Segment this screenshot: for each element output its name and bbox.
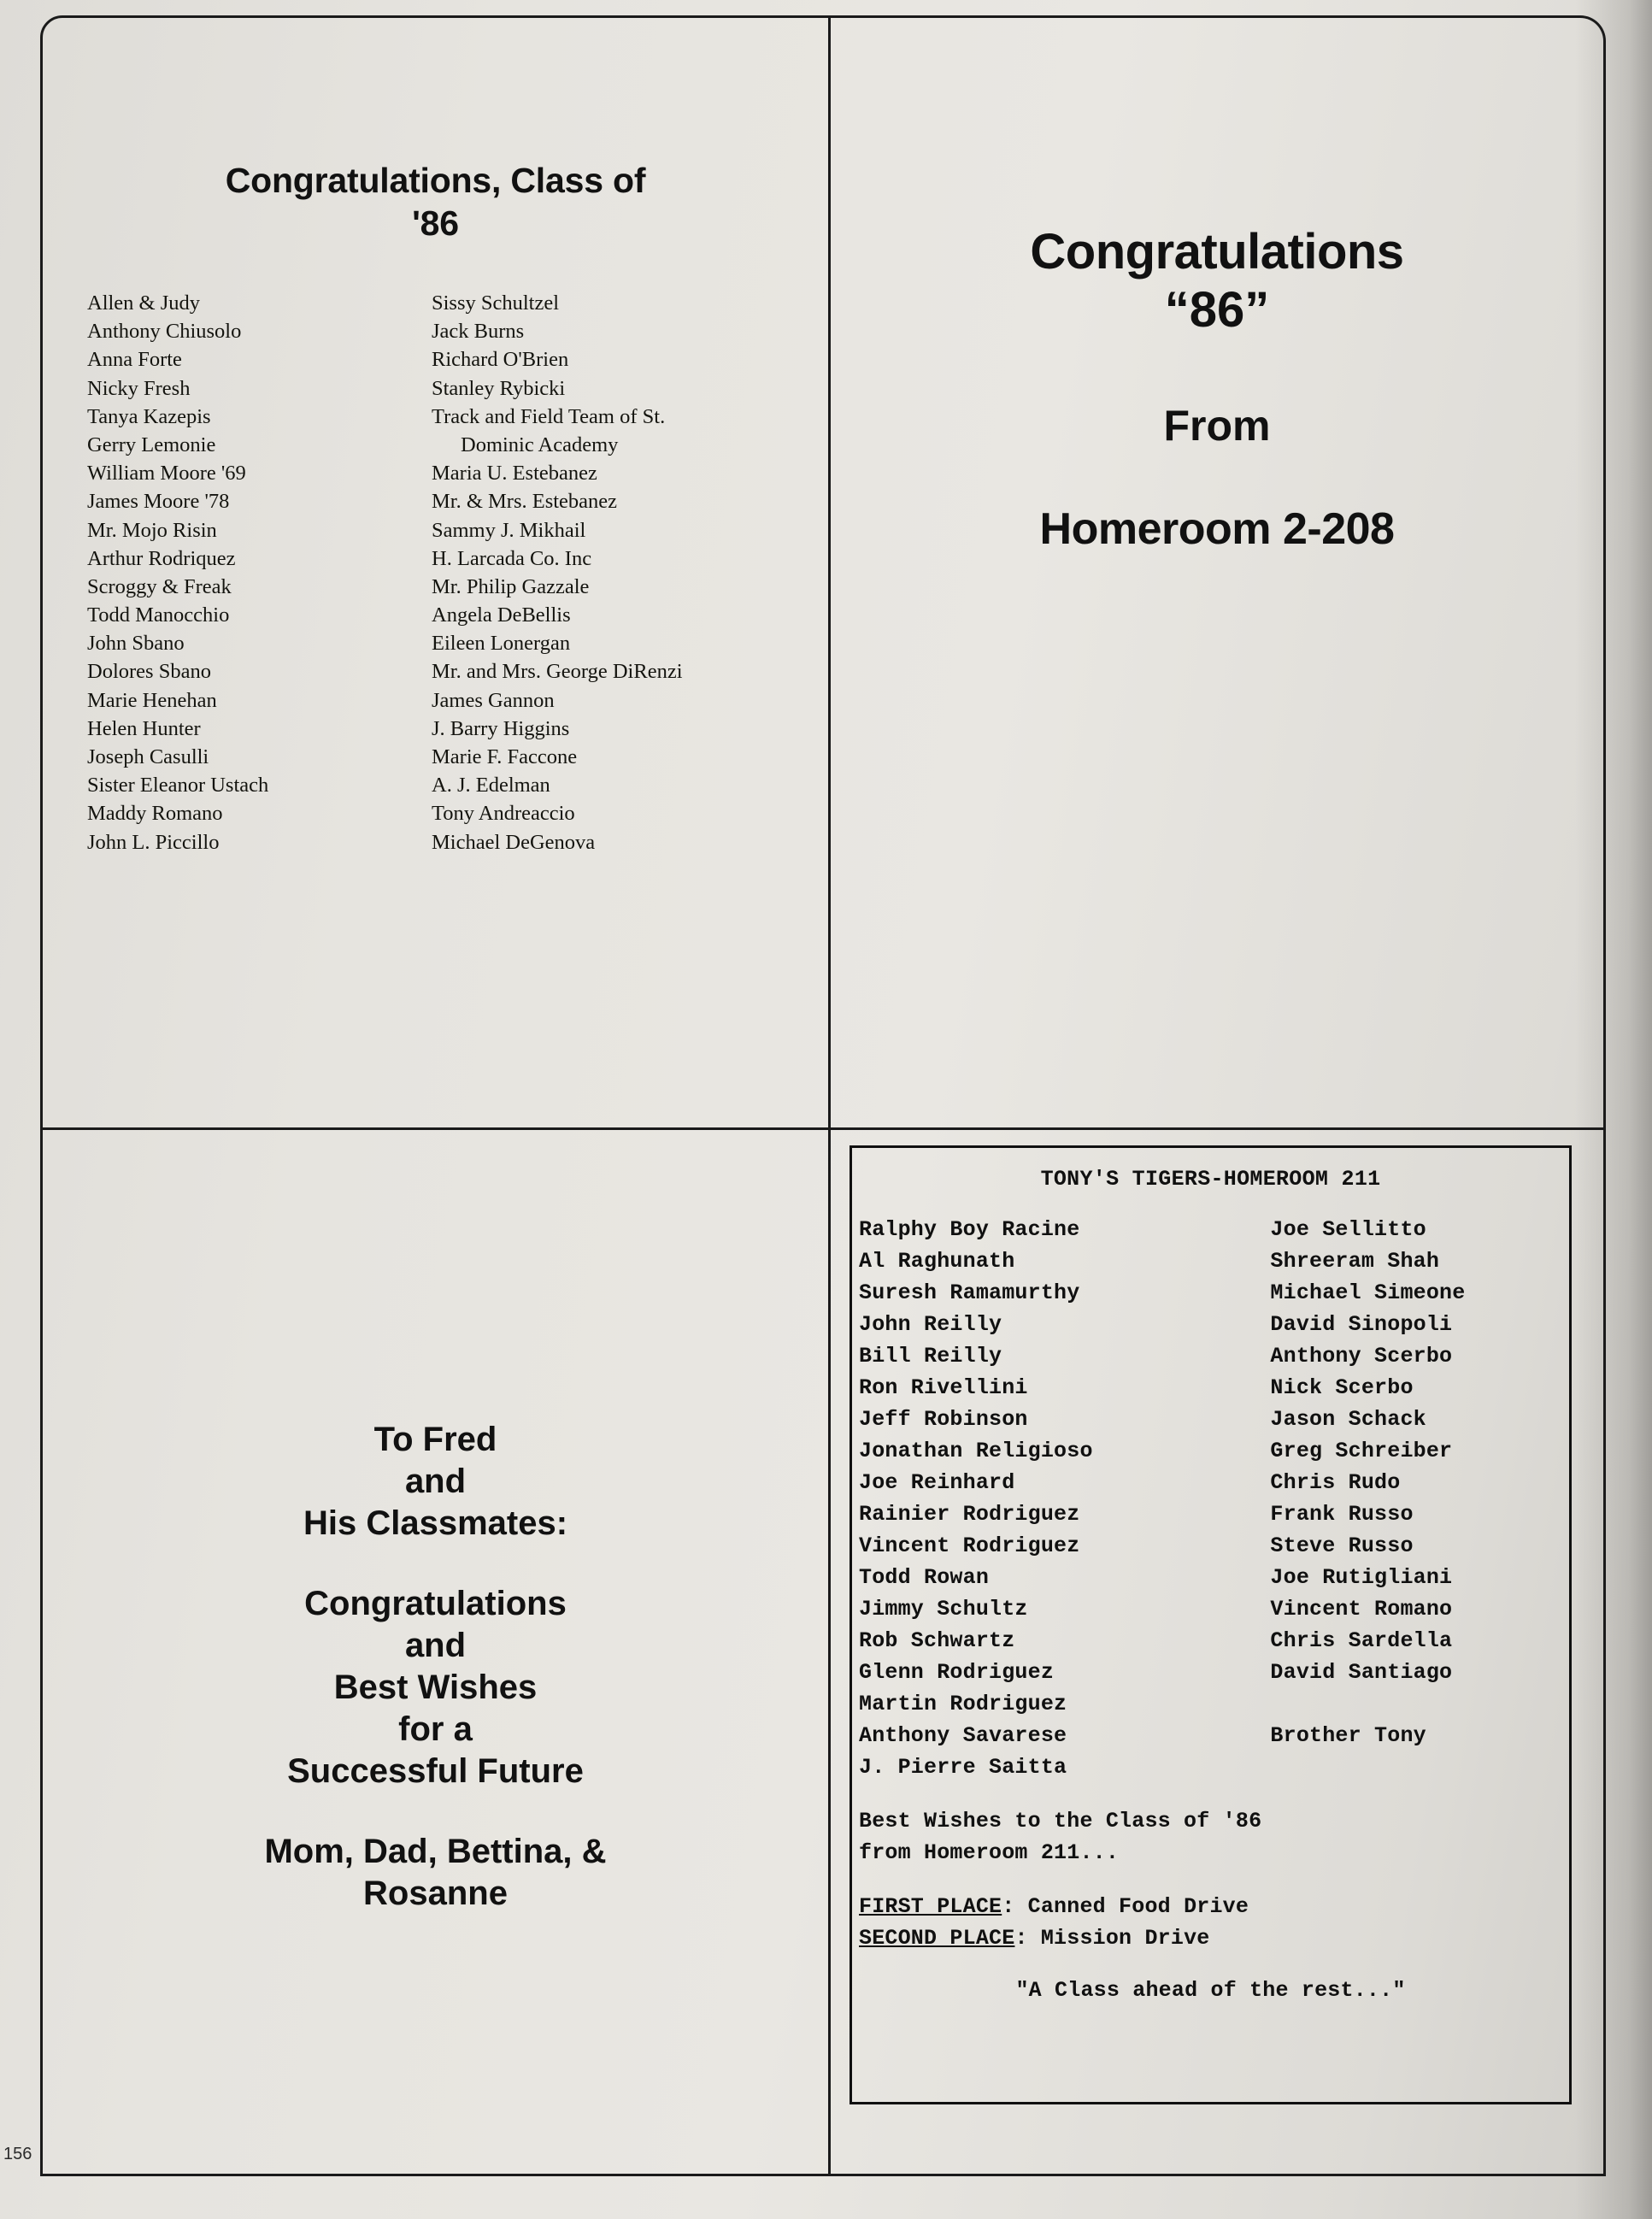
award-first-place-label: FIRST PLACE	[859, 1894, 1002, 1919]
list-item: Tanya Kazepis	[87, 404, 211, 428]
list-item: Rainier Rodriguez	[859, 1502, 1080, 1527]
list-item: John L. Piccillo	[87, 830, 220, 854]
list-item: Arthur Rodriquez	[87, 546, 236, 570]
list-item: Track and Field Team of St.	[432, 404, 666, 428]
award-second-place-label: SECOND PLACE	[859, 1926, 1015, 1951]
award-second-place	[859, 1922, 1569, 1954]
list-item: Jack Burns	[432, 320, 525, 344]
list-item: Helen Hunter	[87, 716, 201, 740]
ad-line-to-fred: To Fred	[373, 1421, 497, 1458]
list-item: Suresh Ramamurthy	[859, 1280, 1080, 1305]
list-item: William Moore '69	[87, 462, 246, 486]
ad-line-successful-future: Successful Future	[287, 1751, 584, 1790]
ad-line-homeroom: Homeroom 2-208	[1039, 504, 1395, 555]
ad-panel-top-left	[40, 15, 831, 1130]
list-item: Sissy Schultzel	[432, 291, 560, 315]
list-item: Greg Schreiber	[1270, 1439, 1453, 1463]
spacer	[1270, 1688, 1569, 1720]
moderator-name: Brother Tony	[1270, 1723, 1426, 1748]
footer-line-1: Best Wishes to the Class of '86	[859, 1809, 1262, 1833]
tonys-tigers-name-columns	[852, 1192, 1569, 1783]
list-item: Jimmy Schultz	[859, 1597, 1028, 1622]
ad-line-best-wishes: Best Wishes	[333, 1668, 538, 1706]
list-item: Todd Rowan	[859, 1565, 990, 1590]
ad-line-for-a: for a	[398, 1710, 473, 1748]
tonys-tigers-box	[850, 1145, 1572, 2104]
award-first-place-value: : Canned Food Drive	[1002, 1894, 1249, 1919]
list-item: H. Larcada Co. Inc	[432, 546, 592, 570]
list-item: Scroggy & Freak	[87, 574, 232, 598]
list-item: J. Barry Higgins	[432, 716, 570, 740]
list-item: Nicky Fresh	[87, 376, 191, 400]
list-item: Ron Rivellini	[859, 1375, 1028, 1400]
list-item: Sammy J. Mikhail	[432, 518, 586, 542]
list-item: Marie Henehan	[87, 688, 217, 712]
ad-line-year: “86”	[1164, 281, 1270, 338]
list-item: Martin Rodriguez	[859, 1692, 1067, 1716]
list-item: Jeff Robinson	[859, 1407, 1028, 1432]
list-item: Anna Forte	[87, 348, 182, 372]
list-item: Chris Sardella	[1270, 1628, 1453, 1653]
list-item: Vincent Romano	[1270, 1597, 1453, 1622]
spacer	[859, 1783, 1569, 1805]
ad-line-signature-2: Rosanne	[363, 1875, 508, 1913]
list-item: Bill Reilly	[859, 1344, 1002, 1368]
list-item: Vincent Rodriguez	[859, 1533, 1080, 1558]
tonys-tigers-footer	[852, 1783, 1569, 1954]
list-item: Anthony Savarese	[859, 1723, 1067, 1748]
award-first-place	[859, 1891, 1569, 1922]
list-item: A. J. Edelman	[432, 774, 550, 798]
list-item: David Santiago	[1270, 1660, 1453, 1685]
spacer	[43, 1544, 828, 1583]
list-item: James Moore '78	[87, 490, 230, 514]
list-item: Mr. Philip Gazzale	[432, 574, 590, 598]
list-item: John Sbano	[87, 632, 185, 656]
ad-content-bottom-left	[43, 1130, 828, 1915]
spacer	[43, 1792, 828, 1831]
list-item: Joseph Casulli	[87, 745, 209, 769]
tonys-tigers-column-left	[852, 1214, 1270, 1783]
list-item: Dolores Sbano	[87, 660, 211, 684]
ad-name-column-right	[432, 289, 808, 856]
tonys-tigers-heading: TONY'S TIGERS-HOMEROOM 211	[1040, 1167, 1381, 1192]
list-item: Jonathan Religioso	[859, 1439, 1093, 1463]
list-item: Nick Scerbo	[1270, 1375, 1414, 1400]
list-item: Anthony Scerbo	[1270, 1344, 1453, 1368]
list-item: Anthony Chiusolo	[87, 320, 242, 344]
ad-line-congratulations: Congratulations	[304, 1585, 567, 1623]
list-item: Sister Eleanor Ustach	[87, 774, 269, 798]
ad-title-line2: '86	[412, 203, 459, 244]
list-item: Jason Schack	[1270, 1407, 1426, 1432]
list-item: James Gannon	[432, 688, 555, 712]
list-item: Joe Sellitto	[1270, 1217, 1426, 1242]
list-item: Michael DeGenova	[432, 830, 596, 854]
ad-panel-bottom-right	[831, 1130, 1606, 2176]
list-item: Joe Reinhard	[859, 1470, 1015, 1495]
list-item: Al Raghunath	[859, 1249, 1015, 1274]
list-item: Steve Russo	[1270, 1533, 1414, 1558]
ad-line-his-classmates: His Classmates:	[303, 1504, 568, 1542]
ad-name-column-left	[43, 289, 432, 856]
spacer	[859, 1869, 1569, 1891]
list-item: John Reilly	[859, 1312, 1002, 1337]
ad-panel-top-right	[831, 15, 1606, 1130]
list-item: Stanley Rybicki	[432, 376, 566, 400]
ad-title-top-left	[43, 18, 828, 244]
list-item: Chris Rudo	[1270, 1470, 1401, 1495]
ad-name-columns	[43, 244, 828, 856]
list-item: J. Pierre Saitta	[859, 1755, 1067, 1780]
list-item: Maria U. Estebanez	[432, 462, 597, 486]
list-item: Allen & Judy	[87, 291, 201, 315]
list-item: Michael Simeone	[1270, 1280, 1466, 1305]
ads-frame	[40, 15, 1606, 2176]
list-item: Joe Rutigliani	[1270, 1565, 1453, 1590]
list-item: Rob Schwartz	[859, 1628, 1015, 1653]
ad-content-top-right	[831, 18, 1603, 555]
footer-line-2: from Homeroom 211...	[859, 1840, 1120, 1865]
list-item: Gerry Lemonie	[87, 433, 216, 456]
list-item: Mr. and Mrs. George DiRenzi	[432, 660, 683, 684]
list-item: Glenn Rodriguez	[859, 1660, 1055, 1685]
list-item: Angela DeBellis	[432, 603, 571, 627]
page-number: 156	[3, 2145, 32, 2163]
ad-line-and-2: and	[404, 1627, 467, 1665]
tonys-tigers-column-right	[1270, 1214, 1569, 1783]
ad-line-congratulations: Congratulations	[1030, 224, 1404, 280]
list-item: Dominic Academy	[461, 433, 619, 456]
tonys-tigers-quote: "A Class ahead of the rest..."	[1015, 1978, 1406, 2003]
ad-panel-bottom-left	[40, 1130, 831, 2176]
ad-line-and-1: and	[404, 1462, 467, 1500]
list-item: Frank Russo	[1270, 1502, 1414, 1527]
list-item: Eileen Lonergan	[432, 632, 571, 656]
list-item: Shreeram Shah	[1270, 1249, 1440, 1274]
list-item: Mr. & Mrs. Estebanez	[432, 490, 618, 514]
list-item: Todd Manocchio	[87, 603, 230, 627]
list-item: Richard O'Brien	[432, 348, 569, 372]
ad-line-signature-1: Mom, Dad, Bettina, &	[264, 1833, 607, 1871]
list-item: Maddy Romano	[87, 802, 223, 826]
list-item: Tony Andreaccio	[432, 802, 575, 826]
ad-line-from: From	[1163, 402, 1271, 450]
list-item: David Sinopoli	[1270, 1312, 1453, 1337]
list-item: Mr. Mojo Risin	[87, 518, 217, 542]
award-second-place-value: : Mission Drive	[1014, 1926, 1210, 1951]
list-item: Marie F. Faccone	[432, 745, 578, 769]
list-item: Ralphy Boy Racine	[859, 1217, 1080, 1242]
ad-title-line1: Congratulations, Class of	[225, 161, 646, 200]
